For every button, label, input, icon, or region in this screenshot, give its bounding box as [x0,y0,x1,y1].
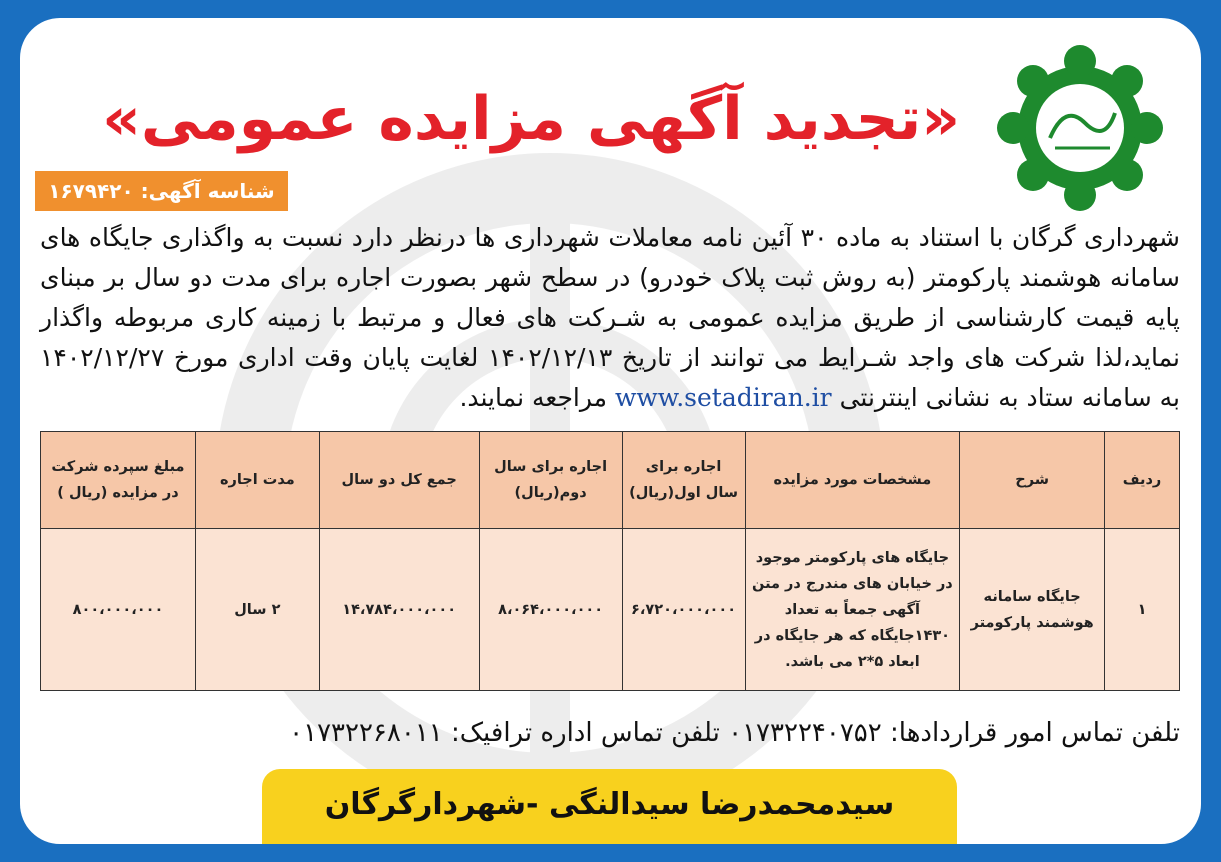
notice-card [20,18,1201,844]
municipality-logo [995,43,1165,213]
cell-spec: جایگاه های پارکومتر موجود در خیابان های مندرج در متن آگهی جمعاً به تعداد ۱۴۳۰جایگاه که هر جایگاه در ابعاد ۵*۲ می باشد. [745,529,960,691]
page-title: «تجدید آگهی مزایده عمومی» [102,84,960,154]
cell-year2: ۸،۰۶۴،۰۰۰،۰۰۰ [479,529,622,691]
cell-row: ۱ [1105,529,1180,691]
contact-phones: تلفن تماس امور قراردادها: ۰۱۷۳۲۲۴۰۷۵۲ تلفن تماس اداره ترافیک: ۰۱۷۳۲۲۶۸۰۱۱ [289,718,1180,748]
col-header-total: جمع کل دو سال [319,432,479,529]
col-header-year1: اجاره برای سال اول(ریال) [622,432,745,529]
notice-body [40,218,1180,418]
table-row [41,529,1180,691]
col-header-row: ردیف [1105,432,1180,529]
col-header-deposit: مبلغ سپرده شرکت در مزایده (ریال ) [41,432,196,529]
col-header-period: مدت اجاره [195,432,319,529]
notice-text: شهرداری گرگان با استناد به ماده ۳۰ آئین نامه معاملات شهرداری ها درنظر دارد نسبت به واگذاری جایگاه های سامانه هوشمند پارکومتر (به روش ثبت پلاک خودرو) در سطح شهر بصورت اجاره برای مدت دو سال بر مبنای پایه قیمت کارشناسی از طریق مزایده عمومی به شـرکت های فعال و مرتبط با زمینه کاری مربوطه واگذار نماید،لذا شرکت های واجد شـرایط می توانند از تاریخ ۱۴۰۲/۱۲/۱۳ لغایت پایان وقت اداری مورخ ۱۴۰۲/۱۲/۲۷ به سامانه ستاد به نشانی اینترنتی [40,223,1180,412]
cell-title: جایگاه سامانه هوشمند پارکومتر [960,529,1105,691]
table-header-row [41,432,1180,529]
col-header-spec: مشخصات مورد مزایده [745,432,960,529]
auction-table [40,431,1180,691]
mayor-signature: سیدمحمدرضا سیدالنگی -شهردارگرگان [262,769,957,844]
cell-period: ۲ سال [195,529,319,691]
cell-deposit: ۸۰۰،۰۰۰،۰۰۰ [41,529,196,691]
col-header-title: شرح [960,432,1105,529]
col-header-year2: اجاره برای سال دوم(ریال) [479,432,622,529]
cell-total: ۱۴،۷۸۴،۰۰۰،۰۰۰ [319,529,479,691]
setadiran-link[interactable]: www.setadiran.ir [615,383,832,412]
ad-id-badge: شناسه آگهی: ۱۶۷۹۴۲۰ [35,171,288,211]
notice-text-end: مراجعه نمایند. [459,383,608,412]
cell-year1: ۶،۷۲۰،۰۰۰،۰۰۰ [622,529,745,691]
